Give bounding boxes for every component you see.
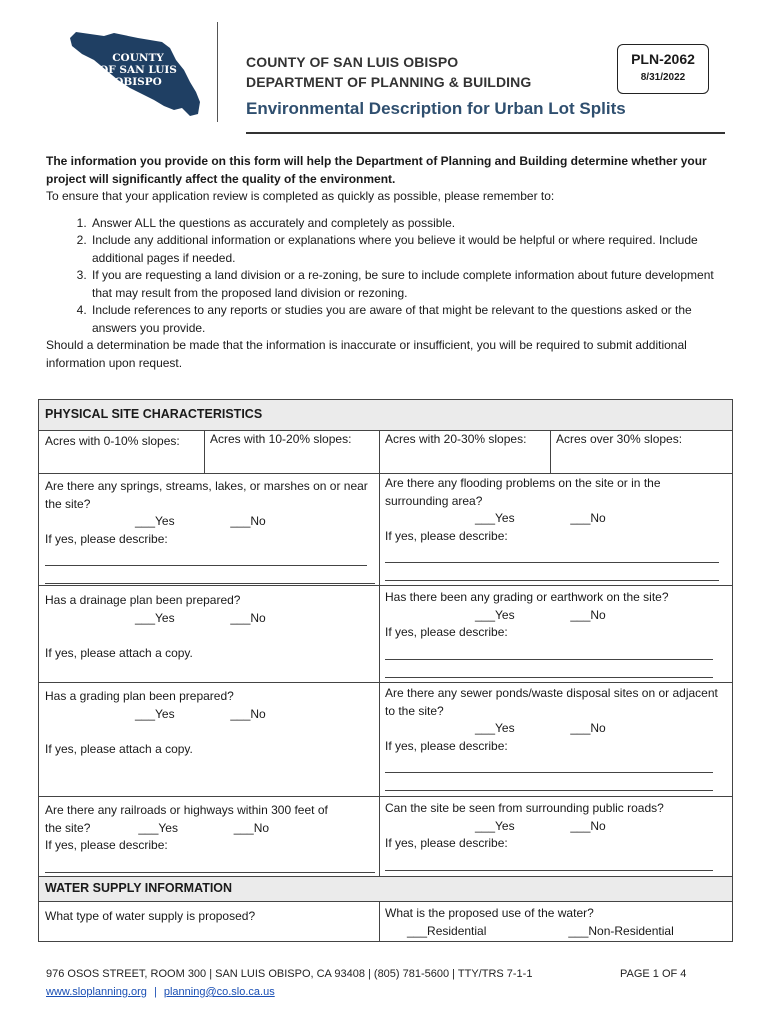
slope-10-20-field[interactable]: Acres with 10-20% slopes: — [210, 432, 352, 446]
springs-describe-label: If yes, please describe: — [45, 531, 168, 546]
springs-describe-line[interactable] — [45, 548, 367, 566]
railroads-question-text-cont: the site? — [45, 820, 91, 835]
header-rule — [246, 132, 725, 134]
water-use-question-text: What is the proposed use of the water? — [385, 906, 594, 920]
flooding-describe-label: If yes, please describe: — [385, 528, 508, 543]
intro-bold-text: The information you provide on this form will help the Department of Planning and Building determine whether your project will significantly affect the quality of the environment. — [46, 154, 707, 186]
sewer-describe-line[interactable] — [385, 773, 713, 791]
railroads-question-text: Are there any railroads or highways within 300 feet of — [45, 803, 328, 817]
railroads-describe-line[interactable] — [45, 855, 375, 873]
instruction-item: 2. Include any additional information or explanations where you believe it would be helpful or where required. Include additional pages if needed. — [90, 232, 736, 267]
county-name: COUNTY OF SAN LUIS OBISPO — [246, 54, 459, 70]
sewer-question-text: Are there any sewer ponds/waste disposal sites on or adjacent to the site? — [385, 686, 718, 718]
row-rule — [39, 585, 732, 586]
logo-line-2: OF SAN LUIS — [99, 64, 177, 76]
springs-question-text: Are there any springs, streams, lakes, or marshes on or near the site? — [45, 479, 368, 511]
springs-yes-option[interactable]: ___Yes — [135, 514, 175, 528]
page-number: PAGE 1 OF 4 — [620, 968, 687, 980]
section-water-heading: WATER SUPPLY INFORMATION — [39, 877, 732, 901]
springs-no-option[interactable]: ___No — [230, 514, 266, 528]
drainage-question-text: Has a drainage plan been prepared? — [45, 593, 241, 607]
drainage-attach-label: If yes, please attach a copy. — [45, 646, 193, 660]
grading-earthwork-describe-label: If yes, please describe: — [385, 625, 508, 639]
grading-earthwork-describe-line[interactable] — [385, 660, 713, 678]
flooding-no-option[interactable]: ___No — [570, 511, 606, 525]
grading-plan-attach-label: If yes, please attach a copy. — [45, 742, 193, 756]
logo-line-1: COUNTY — [112, 52, 164, 64]
row-rule — [39, 901, 732, 902]
railroads-question — [39, 802, 379, 873]
water-use-question — [379, 905, 732, 940]
grading-plan-question-text: Has a grading plan been prepared? — [45, 689, 234, 703]
sewer-describe-label: If yes, please describe: — [385, 738, 508, 753]
department-name: DEPARTMENT OF PLANNING & BUILDING — [246, 74, 532, 90]
grading-plan-question — [39, 688, 379, 759]
grading-earthwork-question-text: Has there been any grading or earthwork on the site? — [385, 590, 669, 604]
railroads-no-option[interactable]: ___No — [233, 820, 270, 835]
logo-text — [92, 52, 184, 88]
form-code-box — [617, 44, 709, 94]
grading-earthwork-yes-option[interactable]: ___Yes — [475, 607, 515, 622]
instruction-item: 3. If you are requesting a land division or a re-zoning, be sure to include complete information about future development that may result from the proposed land division or rezoning. — [90, 267, 736, 302]
intro-lead: To ensure that your application review is completed as quickly as possible, please remember to: — [46, 189, 555, 203]
footer-separator: | — [153, 986, 157, 998]
springs-question — [39, 478, 379, 584]
instruction-list — [46, 215, 736, 338]
row-rule — [39, 796, 732, 797]
footer-links — [46, 986, 275, 998]
visibility-describe-line[interactable] — [385, 853, 713, 871]
footer-address: 976 OSOS STREET, ROOM 300 | SAN LUIS OBISPO, CA 93408 | (805) 781-5600 | TTY/TRS 7-1-1 — [46, 968, 533, 980]
instruction-item: 4. Include references to any reports or studies you are aware of that might be relevant to the questions asked or the answers you provide. — [90, 302, 736, 337]
row-rule — [39, 473, 732, 474]
grading-earthwork-no-option[interactable]: ___No — [570, 607, 606, 622]
grading-plan-yes-option[interactable]: ___Yes — [135, 706, 175, 721]
flooding-question-text: Are there any flooding problems on the site or in the surrounding area? — [385, 476, 661, 508]
slope-over-30-field[interactable]: Acres over 30% slopes: — [556, 432, 683, 446]
springs-describe-line[interactable] — [45, 566, 375, 584]
slope-20-30-field[interactable]: Acres with 20-30% slopes: — [385, 432, 527, 446]
sewer-yes-option[interactable]: ___Yes — [475, 721, 515, 735]
site-characteristics-table — [38, 399, 733, 942]
sewer-no-option[interactable]: ___No — [570, 721, 606, 735]
visibility-question-text: Can the site be seen from surrounding public roads? — [385, 801, 664, 815]
visibility-question — [379, 800, 732, 871]
flooding-describe-line[interactable] — [385, 545, 719, 563]
grading-earthwork-question — [379, 589, 732, 678]
sewer-describe-line[interactable] — [385, 755, 713, 773]
drainage-yes-option[interactable]: ___Yes — [135, 610, 175, 625]
sewer-question — [379, 685, 732, 791]
row-rule — [39, 682, 732, 683]
flooding-yes-option[interactable]: ___Yes — [475, 511, 515, 525]
flooding-describe-line[interactable] — [385, 563, 719, 581]
visibility-yes-option[interactable]: ___Yes — [475, 818, 515, 833]
header-divider — [217, 22, 218, 122]
water-type-field[interactable]: What type of water supply is proposed? — [45, 909, 256, 923]
water-nonresidential-option[interactable]: ___Non-Residential — [568, 923, 674, 938]
slope-0-10-field[interactable]: Acres with 0-10% slopes: — [45, 434, 180, 448]
flooding-question — [379, 475, 732, 581]
railroads-yes-option[interactable]: ___Yes — [138, 820, 178, 835]
section-physical-heading: PHYSICAL SITE CHARACTERISTICS — [39, 400, 732, 430]
form-title: Environmental Description for Urban Lot Splits — [246, 99, 626, 118]
visibility-no-option[interactable]: ___No — [570, 818, 606, 833]
website-link[interactable]: www.sloplanning.org — [46, 986, 147, 998]
intro-closing: Should a determination be made that the information is inaccurate or insufficient, you will be required to submit additional information upon request. — [46, 338, 687, 370]
grading-plan-no-option[interactable]: ___No — [230, 706, 266, 721]
visibility-describe-label: If yes, please describe: — [385, 836, 508, 850]
water-residential-option[interactable]: ___Residential — [407, 923, 487, 938]
instruction-item: 1. Answer ALL the questions as accurately and completely as possible. — [90, 215, 736, 233]
drainage-no-option[interactable]: ___No — [230, 610, 266, 625]
grading-earthwork-describe-line[interactable] — [385, 642, 713, 660]
drainage-question — [39, 592, 379, 663]
form-code: PLN-2062 — [631, 51, 695, 67]
email-link[interactable]: planning@co.slo.ca.us — [163, 986, 275, 998]
form-date: 8/31/2022 — [640, 72, 686, 83]
logo-line-3: OBISPO — [114, 76, 162, 88]
railroads-describe-label: If yes, please describe: — [45, 838, 168, 852]
intro-section — [46, 153, 736, 372]
